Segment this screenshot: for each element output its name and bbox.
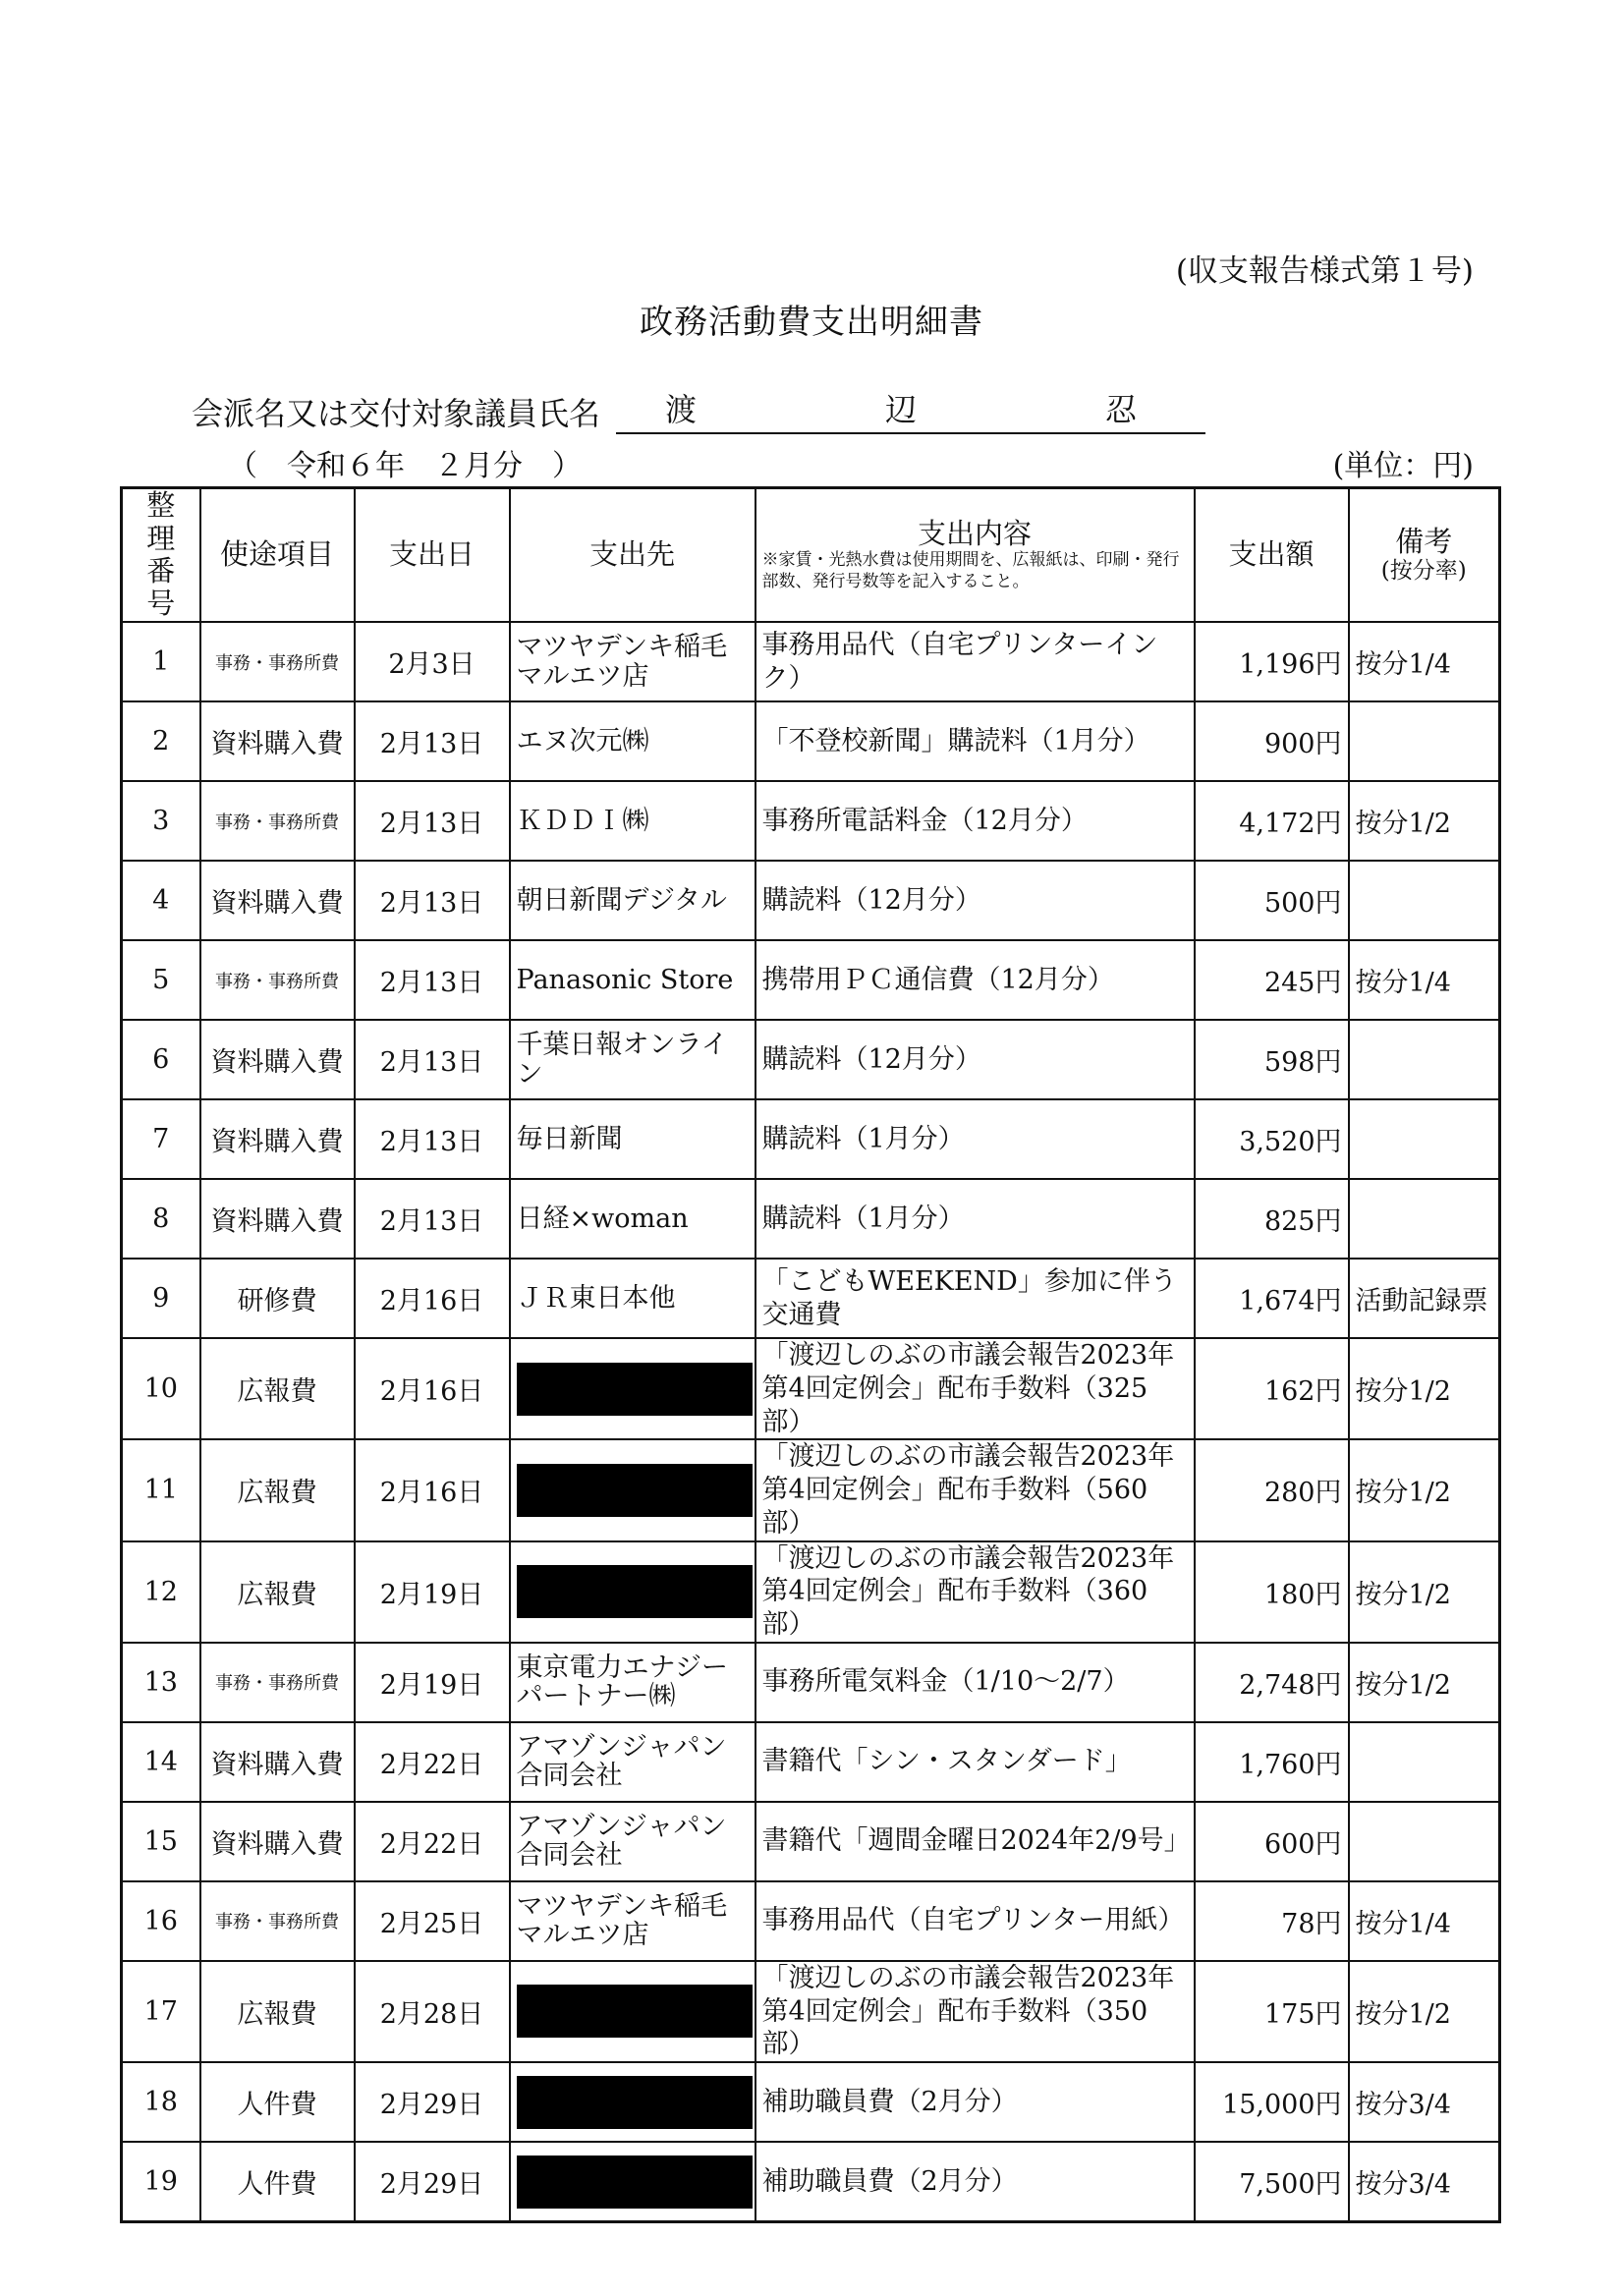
row-vendor: エヌ次元㈱ [510,701,756,781]
row-vendor: マツヤデンキ稲毛マルエツ店 [510,622,756,701]
row-date: 2月29日 [355,2062,510,2142]
member-name-part: 渡 [665,391,698,428]
row-detail: 「渡辺しのぶの市議会報告2023年第4回定例会」配布手数料（560部） [756,1439,1195,1540]
row-vendor [510,1961,756,2062]
row-category: 研修費 [200,1259,355,1338]
table-body [122,622,1500,2222]
row-detail: 事務所電話料金（12月分） [756,781,1195,861]
row-note: 按分1/2 [1349,1643,1500,1722]
row-category: 事務・事務所費 [200,940,355,1020]
row-vendor [510,1439,756,1540]
header-detail-label: 支出内容 [917,517,1032,551]
row-number: 15 [122,1802,200,1881]
row-vendor: アマゾンジャパン合同会社 [510,1722,756,1802]
row-vendor: アマゾンジャパン合同会社 [510,1802,756,1881]
row-vendor: マツヤデンキ稲毛マルエツ店 [510,1881,756,1961]
row-number: 12 [122,1541,200,1643]
row-date: 2月16日 [355,1439,510,1540]
row-detail: 「不登校新聞」購読料（1月分） [756,701,1195,781]
row-category: 事務・事務所費 [200,1881,355,1961]
header-note [1349,488,1500,623]
row-number: 7 [122,1099,200,1179]
row-category: 人件費 [200,2062,355,2142]
row-category: 事務・事務所費 [200,781,355,861]
header-note-sub: (按分率) [1380,558,1467,585]
row-amount: 175円 [1195,1961,1349,2062]
table-row [122,1439,1500,1540]
row-amount: 162円 [1195,1338,1349,1439]
row-category: 資料購入費 [200,1099,355,1179]
row-detail: 補助職員費（2月分） [756,2062,1195,2142]
row-detail: 補助職員費（2月分） [756,2142,1195,2222]
row-number: 4 [122,861,200,940]
row-vendor: Panasonic Store [510,940,756,1020]
row-detail: 購読料（1月分） [756,1099,1195,1179]
row-date: 2月13日 [355,861,510,940]
row-amount: 180円 [1195,1541,1349,1643]
row-category: 資料購入費 [200,1722,355,1802]
row-amount: 245円 [1195,940,1349,1020]
row-number: 17 [122,1961,200,2062]
row-amount: 598円 [1195,1020,1349,1099]
row-note [1349,701,1500,781]
row-note: 按分1/2 [1349,781,1500,861]
row-note: 按分3/4 [1349,2062,1500,2142]
unit-label: (単位：円) [1332,449,1474,483]
row-amount: 4,172円 [1195,781,1349,861]
row-amount: 1,674円 [1195,1259,1349,1338]
row-date: 2月22日 [355,1722,510,1802]
row-number: 3 [122,781,200,861]
row-detail: 「こどもWEEKEND」参加に伴う交通費 [756,1259,1195,1338]
member-name [616,385,1205,434]
row-note: 按分1/2 [1349,1338,1500,1439]
row-category: 事務・事務所費 [200,1643,355,1722]
row-vendor [510,2142,756,2222]
row-date: 2月29日 [355,2142,510,2222]
row-amount: 500円 [1195,861,1349,940]
row-category: 広報費 [200,1541,355,1643]
row-amount: 15,000円 [1195,2062,1349,2142]
header-amount: 支出額 [1195,488,1349,623]
row-vendor: 毎日新聞 [510,1099,756,1179]
row-amount: 2,748円 [1195,1643,1349,1722]
row-number: 5 [122,940,200,1020]
row-number: 2 [122,701,200,781]
row-detail: 事務用品代（自宅プリンターインク） [756,622,1195,701]
table-row [122,861,1500,940]
table-row [122,940,1500,1020]
redaction-block [517,1363,753,1416]
row-vendor: 東京電力エナジーパートナー㈱ [510,1643,756,1722]
header-category: 使途項目 [200,488,355,623]
form-code: (収支報告様式第１号) [1175,253,1474,289]
row-note [1349,861,1500,940]
member-row [192,385,1205,434]
table-row [122,1881,1500,1961]
row-detail: 携帯用ＰＣ通信費（12月分） [756,940,1195,1020]
row-number: 1 [122,622,200,701]
table-row [122,1643,1500,1722]
row-date: 2月13日 [355,940,510,1020]
row-vendor: 日経×woman [510,1179,756,1259]
row-amount: 3,520円 [1195,1099,1349,1179]
row-category: 広報費 [200,1961,355,2062]
row-category: 人件費 [200,2142,355,2222]
table-row [122,1259,1500,1338]
row-detail: 事務所電気料金（1/10～2/7） [756,1643,1195,1722]
row-vendor [510,1338,756,1439]
row-date: 2月16日 [355,1338,510,1439]
header-vendor: 支出先 [510,488,756,623]
row-vendor: 朝日新聞デジタル [510,861,756,940]
row-amount: 280円 [1195,1439,1349,1540]
table-row [122,622,1500,701]
row-detail: 「渡辺しのぶの市議会報告2023年第4回定例会」配布手数料（325部） [756,1338,1195,1439]
table-row [122,2062,1500,2142]
table-row [122,1961,1500,2062]
member-label: 会派名又は交付対象議員氏名 [192,395,601,432]
row-date: 2月13日 [355,781,510,861]
row-category: 資料購入費 [200,1802,355,1881]
redaction-block [517,1565,753,1618]
row-number: 9 [122,1259,200,1338]
row-category: 資料購入費 [200,1020,355,1099]
row-detail: 購読料（12月分） [756,861,1195,940]
row-vendor [510,2062,756,2142]
row-detail: 「渡辺しのぶの市議会報告2023年第4回定例会」配布手数料（360部） [756,1541,1195,1643]
table-row [122,2142,1500,2222]
row-vendor: ＫＤＤＩ㈱ [510,781,756,861]
row-date: 2月13日 [355,1020,510,1099]
row-category: 事務・事務所費 [200,622,355,701]
row-category: 資料購入費 [200,1179,355,1259]
header-date: 支出日 [355,488,510,623]
header-detail [756,488,1195,623]
header-no: 整理番号 [122,488,200,623]
row-note [1349,1722,1500,1802]
row-number: 11 [122,1439,200,1540]
row-note: 按分1/4 [1349,940,1500,1020]
row-vendor: ＪＲ東日本他 [510,1259,756,1338]
row-number: 18 [122,2062,200,2142]
redaction-block [517,2156,753,2209]
row-vendor [510,1541,756,1643]
row-note: 按分1/4 [1349,1881,1500,1961]
row-detail: 書籍代「週間金曜日2024年2/9号」 [756,1802,1195,1881]
row-number: 19 [122,2142,200,2222]
row-number: 16 [122,1881,200,1961]
row-detail: 「渡辺しのぶの市議会報告2023年第4回定例会」配布手数料（350部） [756,1961,1195,2062]
redaction-block [517,1985,753,2038]
row-date: 2月25日 [355,1881,510,1961]
table-row [122,781,1500,861]
table-row [122,701,1500,781]
row-note [1349,1099,1500,1179]
row-date: 2月13日 [355,701,510,781]
table-row [122,1541,1500,1643]
row-number: 8 [122,1179,200,1259]
row-note [1349,1020,1500,1099]
row-amount: 1,196円 [1195,622,1349,701]
row-date: 2月19日 [355,1643,510,1722]
row-amount: 600円 [1195,1802,1349,1881]
expense-table [120,486,1501,2223]
row-category: 広報費 [200,1338,355,1439]
row-date: 2月13日 [355,1099,510,1179]
redaction-block [517,1464,753,1517]
row-category: 資料購入費 [200,701,355,781]
row-date: 2月13日 [355,1179,510,1259]
header-row [122,488,1500,623]
row-amount: 825円 [1195,1179,1349,1259]
row-note [1349,1179,1500,1259]
row-detail: 書籍代「シン・スタンダード」 [756,1722,1195,1802]
row-date: 2月22日 [355,1802,510,1881]
row-date: 2月28日 [355,1961,510,2062]
row-detail: 購読料（12月分） [756,1020,1195,1099]
row-category: 広報費 [200,1439,355,1540]
row-vendor: 千葉日報オンライン [510,1020,756,1099]
member-name-part: 忍 [1104,391,1137,428]
row-date: 2月19日 [355,1541,510,1643]
row-date: 2月16日 [355,1259,510,1338]
row-date: 2月3日 [355,622,510,701]
row-number: 6 [122,1020,200,1099]
row-note: 活動記録票 [1349,1259,1500,1338]
table-row [122,1802,1500,1881]
table-row [122,1020,1500,1099]
row-detail: 購読料（1月分） [756,1179,1195,1259]
row-note: 按分3/4 [1349,2142,1500,2222]
table-row [122,1099,1500,1179]
table-row [122,1338,1500,1439]
header-detail-note: ※家賃・光熱水費は使用期間を、広報紙は、印刷・発行部数、発行号数等を記入すること。 [761,550,1180,591]
reporting-period: （ 令和６年 ２月分 ） [228,449,582,483]
table-row [122,1179,1500,1259]
row-amount: 1,760円 [1195,1722,1349,1802]
row-note: 按分1/2 [1349,1541,1500,1643]
row-amount: 7,500円 [1195,2142,1349,2222]
row-amount: 78円 [1195,1881,1349,1961]
row-note: 按分1/4 [1349,622,1500,701]
row-number: 10 [122,1338,200,1439]
row-note: 按分1/2 [1349,1439,1500,1540]
redaction-block [517,2076,753,2129]
table-row [122,1722,1500,1802]
row-number: 13 [122,1643,200,1722]
row-number: 14 [122,1722,200,1802]
row-category: 資料購入費 [200,861,355,940]
document-title: 政務活動費支出明細書 [640,303,983,342]
row-amount: 900円 [1195,701,1349,781]
row-note: 按分1/2 [1349,1961,1500,2062]
row-detail: 事務用品代（自宅プリンター用紙） [756,1881,1195,1961]
row-note [1349,1802,1500,1881]
header-note-label: 備考 [1395,525,1453,559]
member-name-part: 辺 [885,391,918,428]
